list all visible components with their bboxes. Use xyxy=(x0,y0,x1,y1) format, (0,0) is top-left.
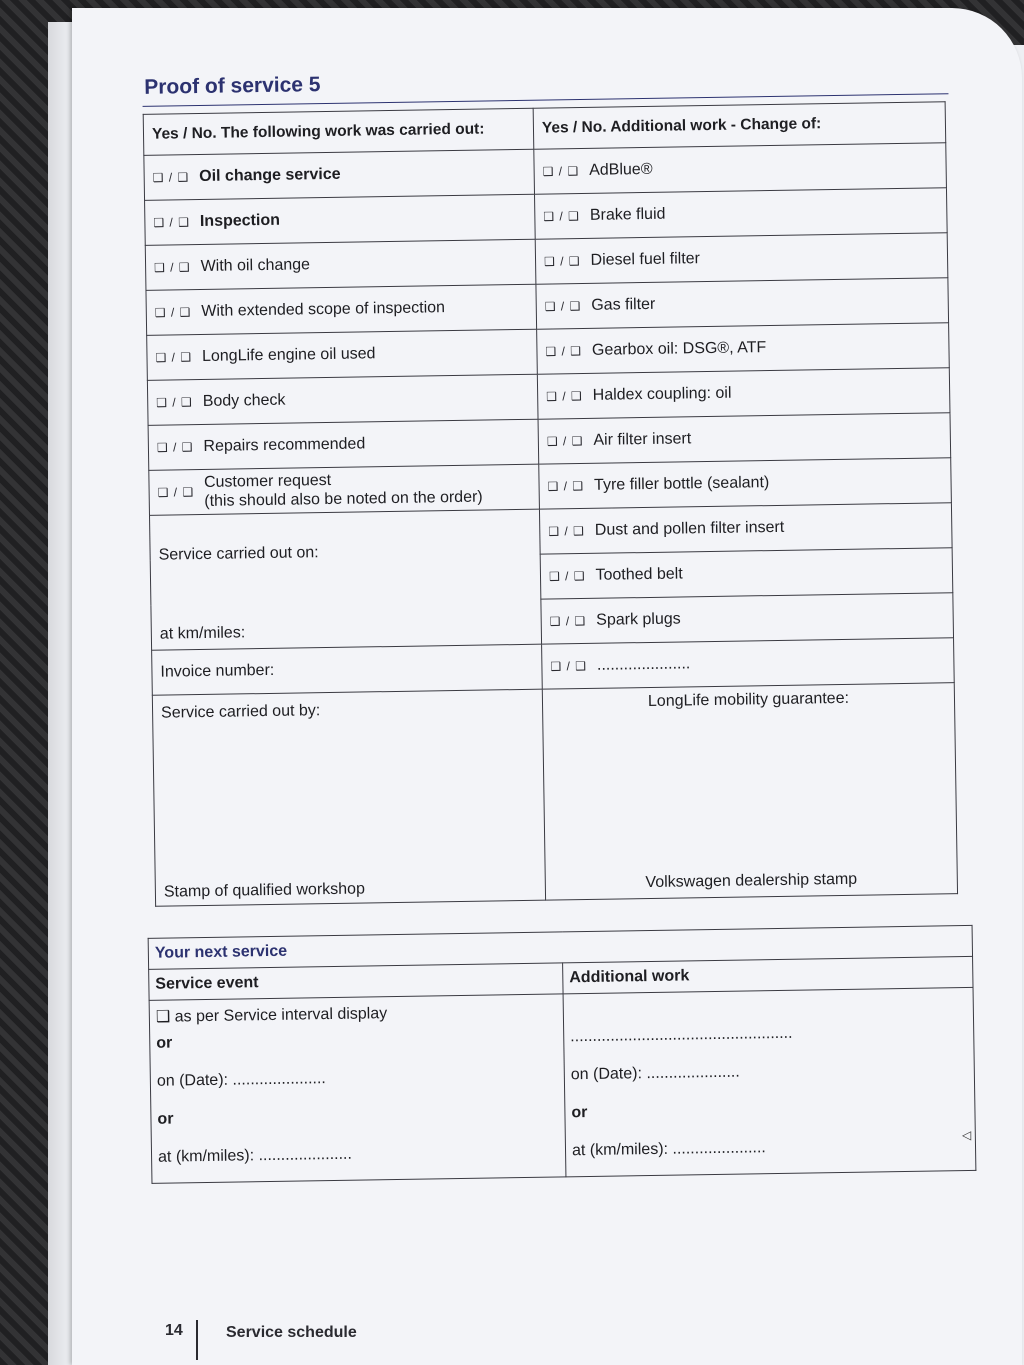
next-service-title: Your next service xyxy=(148,925,972,969)
customer-request-label: Customer request xyxy=(203,471,332,491)
row-inspection xyxy=(145,194,536,245)
row-with-oil-change xyxy=(145,239,536,290)
yes-no-checkbox[interactable]: ❑ / ❑ xyxy=(543,254,581,269)
oil-change-label: Oil change service xyxy=(199,166,341,186)
booklet-page xyxy=(72,8,1022,1365)
section-title: Service schedule xyxy=(226,1324,357,1341)
additional-date-field[interactable]: on (Date): ..................... xyxy=(570,1063,740,1084)
yes-no-checkbox[interactable]: ❑ / ❑ xyxy=(546,434,584,449)
yes-no-checkbox[interactable]: ❑ / ❑ xyxy=(542,164,580,179)
yes-no-checkbox[interactable]: ❑ / ❑ xyxy=(547,479,585,494)
workshop-stamp-label: Stamp of qualified workshop xyxy=(163,880,366,901)
spark-plugs-label: Spark plugs xyxy=(596,610,681,630)
triangle-marker-icon: ◁ xyxy=(962,1128,972,1142)
service-table xyxy=(143,101,958,907)
tyre-filler-label: Tyre filler bottle (sealant) xyxy=(593,474,770,495)
dust-pollen-label: Dust and pollen filter insert xyxy=(594,519,785,540)
customer-request-note: (this should also be noted on the order) xyxy=(204,488,483,510)
service-carried-out-on-label: Service carried out on: xyxy=(158,544,319,564)
row-brake-fluid xyxy=(535,188,948,239)
row-oil-change xyxy=(144,149,535,200)
service-date-cell[interactable] xyxy=(149,509,541,650)
left-column-header: Yes / No. The following work was carried out: xyxy=(143,108,534,155)
yes-no-checkbox[interactable]: ❑ / ❑ xyxy=(544,299,582,314)
haldex-label: Haldex coupling: oil xyxy=(592,385,732,405)
proof-of-service-form xyxy=(134,57,974,1360)
additional-work-header: Additional work xyxy=(563,956,973,993)
page-title: Proof of service 5 xyxy=(144,73,321,99)
row-adblue xyxy=(534,143,947,194)
longlife-oil-label: LongLife engine oil used xyxy=(201,345,376,366)
dealer-stamp-label: Volkswagen dealership stamp xyxy=(645,870,858,891)
or-label: or xyxy=(571,1104,588,1122)
service-event-header: Service event xyxy=(149,963,563,1000)
yes-no-checkbox[interactable]: ❑ / ❑ xyxy=(152,170,190,186)
row-gas-filter xyxy=(536,278,949,329)
footer-divider xyxy=(196,1320,198,1360)
yes-no-checkbox[interactable]: ❑ / ❑ xyxy=(546,389,583,404)
yes-no-checkbox[interactable]: ❑ / ❑ xyxy=(156,395,193,411)
page-number: 14 xyxy=(165,1322,183,1339)
row-customer-request xyxy=(149,464,540,515)
row-tyre-filler xyxy=(539,458,952,509)
air-filter-label: Air filter insert xyxy=(593,430,692,450)
interval-display-option[interactable]: ❑ as per Service interval display xyxy=(155,1005,388,1026)
row-dust-pollen xyxy=(539,503,952,554)
yes-no-checkbox[interactable]: ❑ / ❑ xyxy=(155,350,193,366)
row-haldex xyxy=(537,368,950,419)
yes-no-checkbox[interactable]: ❑ / ❑ xyxy=(548,524,585,539)
with-oil-change-label: With oil change xyxy=(200,256,311,276)
carried-out-by-label: Service carried out by: xyxy=(160,702,321,722)
row-diesel-filter xyxy=(535,233,948,284)
row-air-filter xyxy=(538,413,951,464)
yes-no-checkbox[interactable]: ❑ / ❑ xyxy=(543,209,580,224)
row-extended-scope xyxy=(146,284,537,335)
row-toothed-belt xyxy=(540,548,953,599)
yes-no-checkbox[interactable]: ❑ / ❑ xyxy=(153,215,191,231)
yes-no-checkbox[interactable]: ❑ / ❑ xyxy=(154,260,191,276)
yes-no-checkbox[interactable]: ❑ / ❑ xyxy=(156,440,194,456)
additional-km-field[interactable]: at (km/miles): ..................... xyxy=(571,1139,766,1160)
yes-no-checkbox[interactable]: ❑ / ❑ xyxy=(545,344,583,359)
repairs-label: Repairs recommended xyxy=(203,435,366,456)
row-gearbox-oil xyxy=(537,323,950,374)
or-label: or xyxy=(157,1110,174,1128)
toothed-belt-label: Toothed belt xyxy=(595,565,683,585)
diesel-filter-label: Diesel fuel filter xyxy=(590,250,701,270)
or-label: or xyxy=(156,1034,173,1052)
extended-scope-label: With extended scope of inspection xyxy=(201,299,446,321)
row-spark-plugs xyxy=(541,593,954,644)
body-check-label: Body check xyxy=(202,392,286,411)
row-body-check xyxy=(147,374,538,425)
additional-work-cell xyxy=(563,987,976,1176)
mobility-guarantee-label: LongLife mobility guarantee: xyxy=(647,689,850,711)
next-km-field[interactable]: at (km/miles): ..................... xyxy=(157,1145,352,1166)
brake-fluid-label: Brake fluid xyxy=(589,206,666,225)
service-event-cell xyxy=(149,994,566,1183)
inspection-label: Inspection xyxy=(199,212,281,231)
gearbox-oil-label: Gearbox oil: DSG®, ATF xyxy=(591,339,767,360)
row-longlife-oil xyxy=(147,329,538,380)
invoice-number-label: Invoice number: xyxy=(160,662,275,682)
additional-work-field[interactable]: .................................................. xyxy=(570,1024,793,1046)
row-custom-item xyxy=(542,638,955,689)
dealer-stamp-cell[interactable] xyxy=(542,683,957,900)
invoice-number-cell[interactable] xyxy=(152,644,543,695)
yes-no-checkbox[interactable]: ❑ / ❑ xyxy=(549,614,587,629)
custom-item-blank[interactable]: ..................... xyxy=(596,655,691,675)
next-service-table xyxy=(148,925,977,1184)
yes-no-checkbox[interactable]: ❑ / ❑ xyxy=(548,569,586,584)
gas-filter-label: Gas filter xyxy=(591,296,656,315)
yes-no-checkbox[interactable]: ❑ / ❑ xyxy=(154,305,192,321)
adblue-label: AdBlue® xyxy=(589,161,653,180)
row-repairs xyxy=(148,419,539,470)
yes-no-checkbox[interactable]: ❑ / ❑ xyxy=(157,484,195,500)
workshop-stamp-cell[interactable] xyxy=(152,689,545,906)
yes-no-checkbox[interactable]: ❑ / ❑ xyxy=(550,659,588,674)
km-miles-label: at km/miles: xyxy=(159,624,246,643)
next-date-field[interactable]: on (Date): ..................... xyxy=(156,1070,326,1090)
right-column-header: Yes / No. Additional work - Change of: xyxy=(533,102,946,149)
